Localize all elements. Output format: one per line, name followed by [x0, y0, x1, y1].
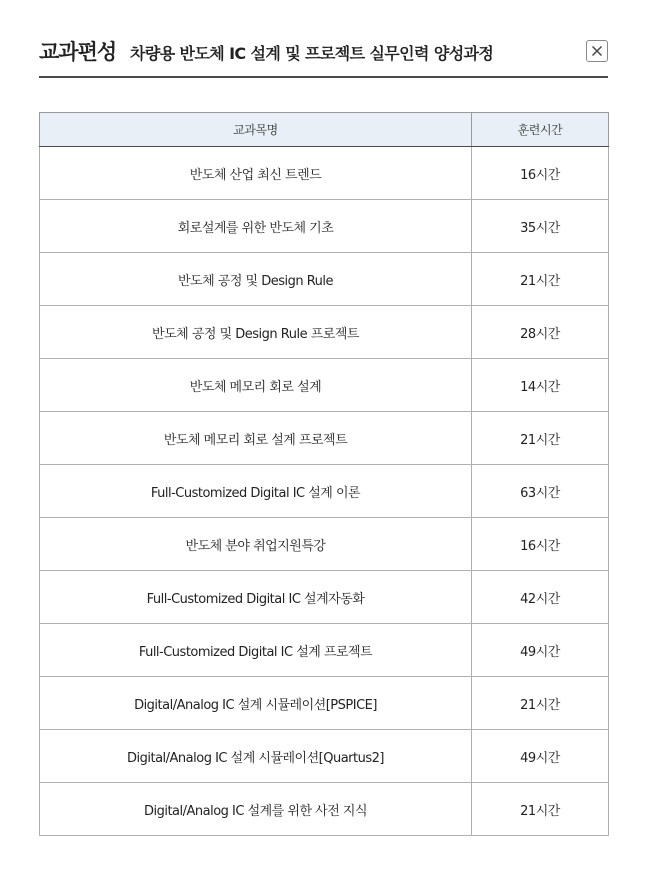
hours-cell: 35시간 — [472, 200, 609, 253]
subject-cell: Full-Customized Digital IC 설계 프로젝트 — [40, 624, 472, 677]
table-row — [40, 518, 609, 571]
hours-cell: 49시간 — [472, 624, 609, 677]
hours-cell: 16시간 — [472, 147, 609, 200]
close-icon — [591, 45, 603, 57]
subject-cell: Full-Customized Digital IC 설계자동화 — [40, 571, 472, 624]
table-row — [40, 200, 609, 253]
table-row — [40, 465, 609, 518]
column-header-hours: 훈련시간 — [472, 113, 609, 147]
subject-cell: 반도체 공정 및 Design Rule — [40, 253, 472, 306]
subject-cell: 반도체 산업 최신 트렌드 — [40, 147, 472, 200]
hours-cell: 16시간 — [472, 518, 609, 571]
curriculum-table — [39, 112, 609, 836]
course-name: 차량용 반도체 IC 설계 및 프로젝트 실무인력 양성과정 — [130, 44, 494, 63]
close-button[interactable] — [586, 40, 608, 62]
subject-cell: 회로설계를 위한 반도체 기초 — [40, 200, 472, 253]
modal-header — [39, 34, 608, 78]
hours-cell: 63시간 — [472, 465, 609, 518]
table-body — [40, 147, 609, 836]
hours-cell: 49시간 — [472, 730, 609, 783]
column-header-subject: 교과목명 — [40, 113, 472, 147]
hours-cell: 21시간 — [472, 253, 609, 306]
subject-cell: Digital/Analog IC 설계 시뮬레이션[Quartus2] — [40, 730, 472, 783]
table-row — [40, 677, 609, 730]
subject-cell: 반도체 공정 및 Design Rule 프로젝트 — [40, 306, 472, 359]
hours-cell: 21시간 — [472, 783, 609, 836]
hours-cell: 28시간 — [472, 306, 609, 359]
modal-title: 교과편성 — [39, 40, 117, 64]
hours-cell: 14시간 — [472, 359, 609, 412]
table-row — [40, 412, 609, 465]
subject-cell: 반도체 분야 취업지원특강 — [40, 518, 472, 571]
table-row — [40, 730, 609, 783]
table-row — [40, 624, 609, 677]
table-row — [40, 571, 609, 624]
hours-cell: 21시간 — [472, 677, 609, 730]
subject-cell: Digital/Analog IC 설계 시뮬레이션[PSPICE] — [40, 677, 472, 730]
subject-cell: Full-Customized Digital IC 설계 이론 — [40, 465, 472, 518]
subject-cell: Digital/Analog IC 설계를 위한 사전 지식 — [40, 783, 472, 836]
table-header-row — [40, 113, 609, 147]
table-row — [40, 359, 609, 412]
hours-cell: 42시간 — [472, 571, 609, 624]
table-row — [40, 253, 609, 306]
subject-cell: 반도체 메모리 회로 설계 — [40, 359, 472, 412]
curriculum-table-container — [39, 112, 608, 836]
table-row — [40, 147, 609, 200]
table-row — [40, 306, 609, 359]
table-row — [40, 783, 609, 836]
hours-cell: 21시간 — [472, 412, 609, 465]
subject-cell: 반도체 메모리 회로 설계 프로젝트 — [40, 412, 472, 465]
